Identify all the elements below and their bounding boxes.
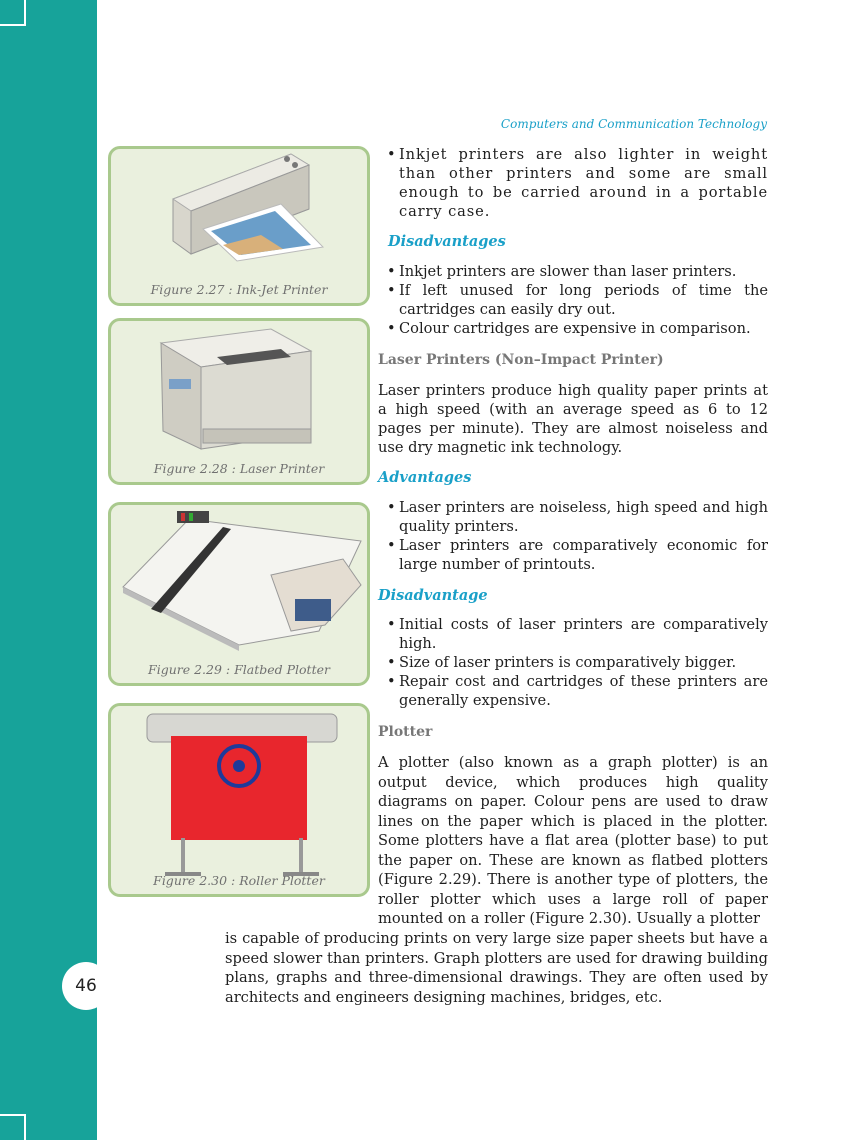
- roller-plotter-image: [111, 706, 370, 897]
- figure-inkjet-printer: [108, 146, 370, 306]
- section-heading: Plotter: [378, 724, 433, 740]
- running-head: Computers and Communication Technology: [500, 117, 767, 131]
- plotter-paragraph-part2: is capable of producing prints on very large size paper sheets but have a speed slower than printers. Graph plotters are used for drawing building plans, graphs and three-dimensional drawings. They are often used by architects and engineers designing machines, bridges, etc.: [225, 930, 768, 1006]
- figure-laser-printer: [108, 318, 370, 485]
- plotter-paragraph-continued: [225, 929, 768, 1007]
- crop-mark-bottom: [0, 1114, 26, 1140]
- laser-paragraph: Laser printers produce high quality paper prints at a high speed (with an average speed as 6 to 12 pages per minute). They are almost noiseless and use dry magnetic ink technology.: [378, 382, 768, 456]
- figure-caption: Figure 2.27 : Ink-Jet Printer: [150, 282, 328, 297]
- section-heading: Laser Printers (Non–Impact Printer): [378, 352, 664, 368]
- section-subheading: Disadvantage: [378, 587, 488, 604]
- list-item: • Inkjet printers are slower than laser printers.: [378, 262, 768, 281]
- laser-heading-block: [378, 350, 768, 370]
- crop-mark-top: [0, 0, 26, 26]
- plotter-heading-block: [378, 722, 768, 742]
- inkjet-disadvantages-heading: [388, 232, 768, 251]
- list-item: • Repair cost and cartridges of these printers are generally expensive.: [378, 672, 768, 710]
- list-item: • Inkjet printers are also lighter in weight than other printers and some are small enough to be carried around in a portable carry case.: [378, 145, 768, 221]
- list-item: • Initial costs of laser printers are comparatively high.: [378, 615, 768, 653]
- page-number: 46: [62, 962, 110, 1010]
- list-item: • Laser printers are noiseless, high speed and high quality printers.: [378, 498, 768, 536]
- flatbed-plotter-image: [111, 505, 370, 686]
- list-item: • If left unused for long periods of time the cartridges can easily dry out.: [378, 281, 768, 319]
- laser-advantages-list: [378, 498, 768, 574]
- plotter-paragraph-block: [378, 753, 768, 929]
- inkjet-disadvantages-list: [378, 262, 768, 338]
- figure-roller-plotter: [108, 703, 370, 897]
- figure-caption: Figure 2.29 : Flatbed Plotter: [148, 662, 330, 677]
- list-item: • Size of laser printers is comparatively bigger.: [378, 653, 768, 672]
- figure-caption: Figure 2.28 : Laser Printer: [153, 461, 325, 476]
- section-subheading: Advantages: [378, 469, 472, 486]
- list-item: • Colour cartridges are expensive in comparison.: [378, 319, 768, 338]
- figure-caption: Figure 2.30 : Roller Plotter: [153, 873, 325, 888]
- list-item: • Laser printers are comparatively economic for large number of printouts.: [378, 536, 768, 574]
- laser-advantages-heading: [378, 468, 768, 487]
- plotter-paragraph: A plotter (also known as a graph plotter) is an output device, which produces high quality diagrams on paper. Colour pens are used to draw lines on the paper which is placed in the plotter. Some plotters have a flat area (plotter base) to put the paper on. These are known as flatbed plotters (Figure 2.29). There is another type of plotters, the roller plotter which uses a large roll of paper mounted on a roller (Figure 2.30). Usually a plotter: [378, 754, 768, 927]
- laser-paragraph-block: [378, 381, 768, 457]
- laser-disadvantage-heading: [378, 586, 768, 605]
- inkjet-bullets-block: [378, 145, 768, 221]
- figure-flatbed-plotter: [108, 502, 370, 686]
- laser-disadvantages-list: [378, 615, 768, 710]
- section-subheading: Disadvantages: [388, 233, 506, 250]
